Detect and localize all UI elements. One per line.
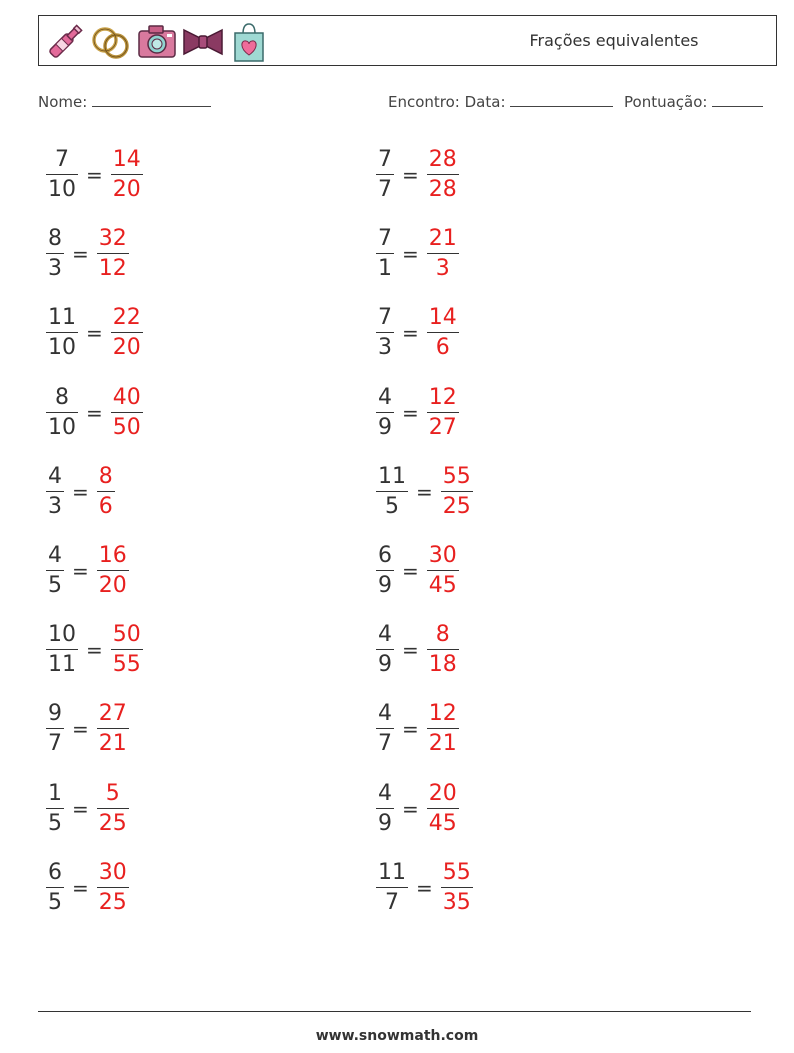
- answer-denominator: 25: [98, 889, 127, 915]
- given-denominator: 1: [378, 256, 392, 282]
- equivalent-fraction-problem: [46, 381, 143, 445]
- given-fraction: [46, 860, 64, 916]
- fraction-bar: [441, 887, 473, 888]
- answer-fraction: [427, 543, 459, 599]
- answer-denominator: 21: [98, 731, 127, 757]
- given-numerator: 1: [48, 780, 62, 806]
- given-denominator: 10: [48, 335, 76, 361]
- bow-tie-icon: [181, 20, 225, 64]
- answer-denominator: 20: [98, 573, 127, 598]
- answer-denominator: 3: [435, 256, 450, 282]
- answer-fraction: [111, 622, 143, 678]
- given-numerator: 4: [378, 701, 392, 727]
- answer-denominator: 18: [428, 652, 457, 678]
- answer-numerator: 28: [428, 147, 457, 172]
- fraction-bar: [46, 887, 64, 888]
- answer-denominator: 25: [98, 810, 127, 836]
- equals-sign: =: [72, 796, 89, 821]
- given-fraction: [46, 305, 78, 361]
- given-fraction: [376, 781, 394, 837]
- answer-denominator: 27: [428, 414, 457, 440]
- footer-url: www.snowmath.com: [315, 1028, 479, 1044]
- gift-bag-icon: [227, 20, 271, 64]
- equivalent-fraction-problem: [376, 618, 459, 682]
- name-blank[interactable]: [92, 92, 211, 107]
- given-numerator: 11: [378, 859, 406, 885]
- equals-sign: =: [402, 400, 419, 425]
- answer-fraction: [427, 147, 459, 203]
- fraction-bar: [376, 887, 408, 888]
- equivalent-fraction-problem: [376, 777, 459, 841]
- answer-numerator: 27: [98, 701, 127, 727]
- given-fraction: [376, 305, 394, 361]
- equivalent-fraction-problem: [376, 539, 459, 603]
- answer-numerator: 55: [442, 463, 471, 489]
- given-numerator: 7: [378, 147, 392, 172]
- given-numerator: 4: [378, 622, 392, 648]
- answer-denominator: 28: [428, 177, 457, 202]
- equivalent-fraction-problem: [376, 460, 473, 524]
- answer-fraction: [111, 147, 143, 203]
- answer-numerator: 8: [435, 622, 450, 648]
- fraction-bar: [427, 808, 459, 809]
- fraction-bar: [376, 728, 394, 729]
- answer-fraction: [427, 385, 459, 441]
- answer-fraction: [427, 781, 459, 837]
- equivalent-fraction-problem: [46, 143, 143, 207]
- equals-sign: =: [402, 796, 419, 821]
- answer-numerator: 16: [98, 543, 127, 568]
- answer-numerator: 21: [428, 226, 457, 252]
- answer-fraction: [97, 226, 129, 282]
- given-fraction: [376, 860, 408, 916]
- given-denominator: 9: [378, 414, 392, 440]
- given-numerator: 11: [48, 305, 76, 331]
- answer-denominator: 55: [112, 652, 141, 678]
- answer-numerator: 30: [428, 543, 457, 568]
- equivalent-fraction-problem: [376, 143, 459, 207]
- given-numerator: 7: [55, 147, 69, 172]
- camera-icon: [135, 20, 179, 64]
- given-fraction: [376, 464, 408, 520]
- given-denominator: 5: [48, 810, 62, 836]
- given-numerator: 10: [48, 622, 76, 648]
- answer-numerator: 14: [112, 147, 141, 172]
- meeting-label: Encontro: Data:: [388, 93, 506, 111]
- fraction-bar: [97, 808, 129, 809]
- champagne-bottle-icon: [43, 20, 87, 64]
- answer-fraction: [97, 701, 129, 757]
- equivalent-fraction-problem: [46, 777, 129, 841]
- wedding-rings-icon: [89, 20, 133, 64]
- answer-fraction: [427, 226, 459, 282]
- fraction-bar: [427, 174, 459, 175]
- answer-numerator: 12: [428, 701, 457, 727]
- given-numerator: 6: [48, 859, 62, 885]
- name-label: Nome:: [38, 93, 88, 111]
- answer-fraction: [441, 860, 473, 916]
- fraction-bar: [427, 649, 459, 650]
- answer-fraction: [111, 385, 143, 441]
- fraction-bar: [46, 570, 64, 571]
- header-icons: [43, 20, 271, 64]
- given-denominator: 10: [48, 414, 76, 440]
- given-denominator: 7: [378, 177, 392, 202]
- answer-numerator: 20: [428, 780, 457, 806]
- given-fraction: [46, 781, 64, 837]
- given-fraction: [46, 464, 64, 520]
- fraction-bar: [376, 412, 394, 413]
- fraction-bar: [46, 649, 78, 650]
- answer-denominator: 6: [435, 335, 450, 361]
- meeting-field: [388, 92, 613, 111]
- fraction-bar: [427, 332, 459, 333]
- equivalent-fraction-problem: [46, 697, 129, 761]
- fraction-bar: [97, 570, 129, 571]
- equivalent-fraction-problem: [376, 301, 459, 365]
- fraction-bar: [46, 491, 64, 492]
- answer-numerator: 12: [428, 384, 457, 410]
- equals-sign: =: [86, 321, 103, 346]
- fraction-bar: [427, 412, 459, 413]
- equals-sign: =: [72, 242, 89, 267]
- given-denominator: 9: [378, 652, 392, 678]
- given-fraction: [376, 385, 394, 441]
- given-denominator: 11: [48, 652, 76, 678]
- given-numerator: 4: [378, 780, 392, 806]
- answer-numerator: 5: [105, 780, 120, 806]
- fraction-bar: [111, 332, 143, 333]
- equals-sign: =: [416, 875, 433, 900]
- given-denominator: 9: [378, 810, 392, 836]
- given-denominator: 3: [48, 256, 62, 282]
- answer-denominator: 20: [112, 335, 141, 361]
- fraction-bar: [111, 412, 143, 413]
- fraction-bar: [111, 649, 143, 650]
- given-denominator: 3: [378, 335, 392, 361]
- given-numerator: 4: [378, 384, 392, 410]
- equivalent-fraction-problem: [376, 856, 473, 920]
- equivalent-fraction-problem: [46, 618, 143, 682]
- fraction-bar: [46, 332, 78, 333]
- equivalent-fraction-problem: [46, 301, 143, 365]
- given-denominator: 9: [378, 573, 392, 598]
- answer-denominator: 25: [442, 493, 471, 519]
- given-denominator: 7: [385, 889, 399, 915]
- answer-denominator: 50: [112, 414, 141, 440]
- equivalent-fraction-problem: [46, 539, 129, 603]
- fraction-bar: [46, 728, 64, 729]
- given-numerator: 4: [48, 543, 62, 568]
- answer-fraction: [427, 622, 459, 678]
- given-numerator: 4: [48, 463, 62, 489]
- fraction-bar: [376, 491, 408, 492]
- page-title: Frações equivalentes: [529, 31, 699, 50]
- answer-fraction: [97, 543, 129, 599]
- given-fraction: [46, 147, 78, 203]
- fraction-bar: [46, 412, 78, 413]
- fraction-bar: [427, 570, 459, 571]
- equals-sign: =: [416, 479, 433, 504]
- answer-numerator: 8: [98, 463, 113, 489]
- equals-sign: =: [402, 559, 419, 583]
- given-numerator: 9: [48, 701, 62, 727]
- given-numerator: 7: [378, 226, 392, 252]
- answer-denominator: 45: [428, 810, 457, 836]
- given-denominator: 10: [48, 177, 76, 202]
- answer-denominator: 6: [98, 493, 113, 519]
- equivalent-fraction-problem: [46, 856, 129, 920]
- fraction-bar: [376, 332, 394, 333]
- equivalent-fraction-problem: [46, 460, 115, 524]
- given-denominator: 3: [48, 493, 62, 519]
- name-field: [38, 92, 211, 111]
- answer-fraction: [441, 464, 473, 520]
- given-denominator: 7: [48, 731, 62, 757]
- answer-numerator: 14: [428, 305, 457, 331]
- given-fraction: [46, 543, 64, 599]
- fraction-bar: [111, 174, 143, 175]
- equivalent-fraction-problem: [376, 697, 459, 761]
- answer-numerator: 50: [112, 622, 141, 648]
- fraction-bar: [441, 491, 473, 492]
- fraction-bar: [46, 174, 78, 175]
- equals-sign: =: [402, 321, 419, 346]
- given-fraction: [46, 701, 64, 757]
- equals-sign: =: [72, 479, 89, 504]
- footer-divider: [38, 1011, 751, 1012]
- given-fraction: [376, 701, 394, 757]
- answer-numerator: 55: [442, 859, 471, 885]
- given-denominator: 5: [48, 573, 62, 598]
- given-denominator: 5: [48, 889, 62, 915]
- fraction-bar: [97, 491, 115, 492]
- fraction-bar: [46, 808, 64, 809]
- answer-fraction: [111, 305, 143, 361]
- equivalent-fraction-problem: [376, 381, 459, 445]
- given-numerator: 8: [55, 384, 69, 410]
- fraction-bar: [376, 174, 394, 175]
- equals-sign: =: [402, 717, 419, 742]
- date-blank[interactable]: [510, 92, 613, 107]
- equals-sign: =: [72, 717, 89, 742]
- given-fraction: [46, 385, 78, 441]
- equals-sign: =: [72, 875, 89, 900]
- equals-sign: =: [86, 400, 103, 425]
- equivalent-fraction-problem: [376, 222, 459, 286]
- given-fraction: [376, 226, 394, 282]
- given-numerator: 7: [378, 305, 392, 331]
- fraction-bar: [46, 253, 64, 254]
- answer-numerator: 30: [98, 859, 127, 885]
- fraction-bar: [97, 253, 129, 254]
- answer-numerator: 32: [98, 226, 127, 252]
- equals-sign: =: [402, 242, 419, 267]
- fraction-bar: [97, 728, 129, 729]
- given-denominator: 5: [385, 493, 399, 519]
- equals-sign: =: [402, 638, 419, 663]
- equals-sign: =: [402, 163, 419, 187]
- answer-denominator: 35: [442, 889, 471, 915]
- fraction-bar: [376, 808, 394, 809]
- given-numerator: 6: [378, 543, 392, 568]
- answer-numerator: 22: [112, 305, 141, 331]
- given-numerator: 11: [378, 463, 406, 489]
- fraction-bar: [427, 728, 459, 729]
- given-fraction: [376, 147, 394, 203]
- equals-sign: =: [86, 163, 103, 187]
- equals-sign: =: [86, 638, 103, 663]
- answer-fraction: [427, 305, 459, 361]
- equivalent-fraction-problem: [46, 222, 129, 286]
- given-denominator: 7: [378, 731, 392, 757]
- worksheet-header: [38, 15, 777, 66]
- fraction-bar: [427, 253, 459, 254]
- answer-fraction: [97, 464, 115, 520]
- fraction-bar: [376, 253, 394, 254]
- fraction-bar: [376, 649, 394, 650]
- answer-denominator: 20: [112, 177, 141, 202]
- score-label: Pontuação:: [624, 93, 708, 111]
- score-blank[interactable]: [712, 92, 763, 107]
- given-numerator: 8: [48, 226, 62, 252]
- answer-denominator: 12: [98, 256, 127, 282]
- given-fraction: [46, 622, 78, 678]
- answer-numerator: 40: [112, 384, 141, 410]
- given-fraction: [46, 226, 64, 282]
- given-fraction: [376, 543, 394, 599]
- answer-fraction: [97, 860, 129, 916]
- fraction-bar: [97, 887, 129, 888]
- score-field: [624, 92, 763, 111]
- answer-fraction: [97, 781, 129, 837]
- answer-denominator: 21: [428, 731, 457, 757]
- answer-fraction: [427, 701, 459, 757]
- equals-sign: =: [72, 559, 89, 583]
- fraction-bar: [376, 570, 394, 571]
- answer-denominator: 45: [428, 573, 457, 598]
- given-fraction: [376, 622, 394, 678]
